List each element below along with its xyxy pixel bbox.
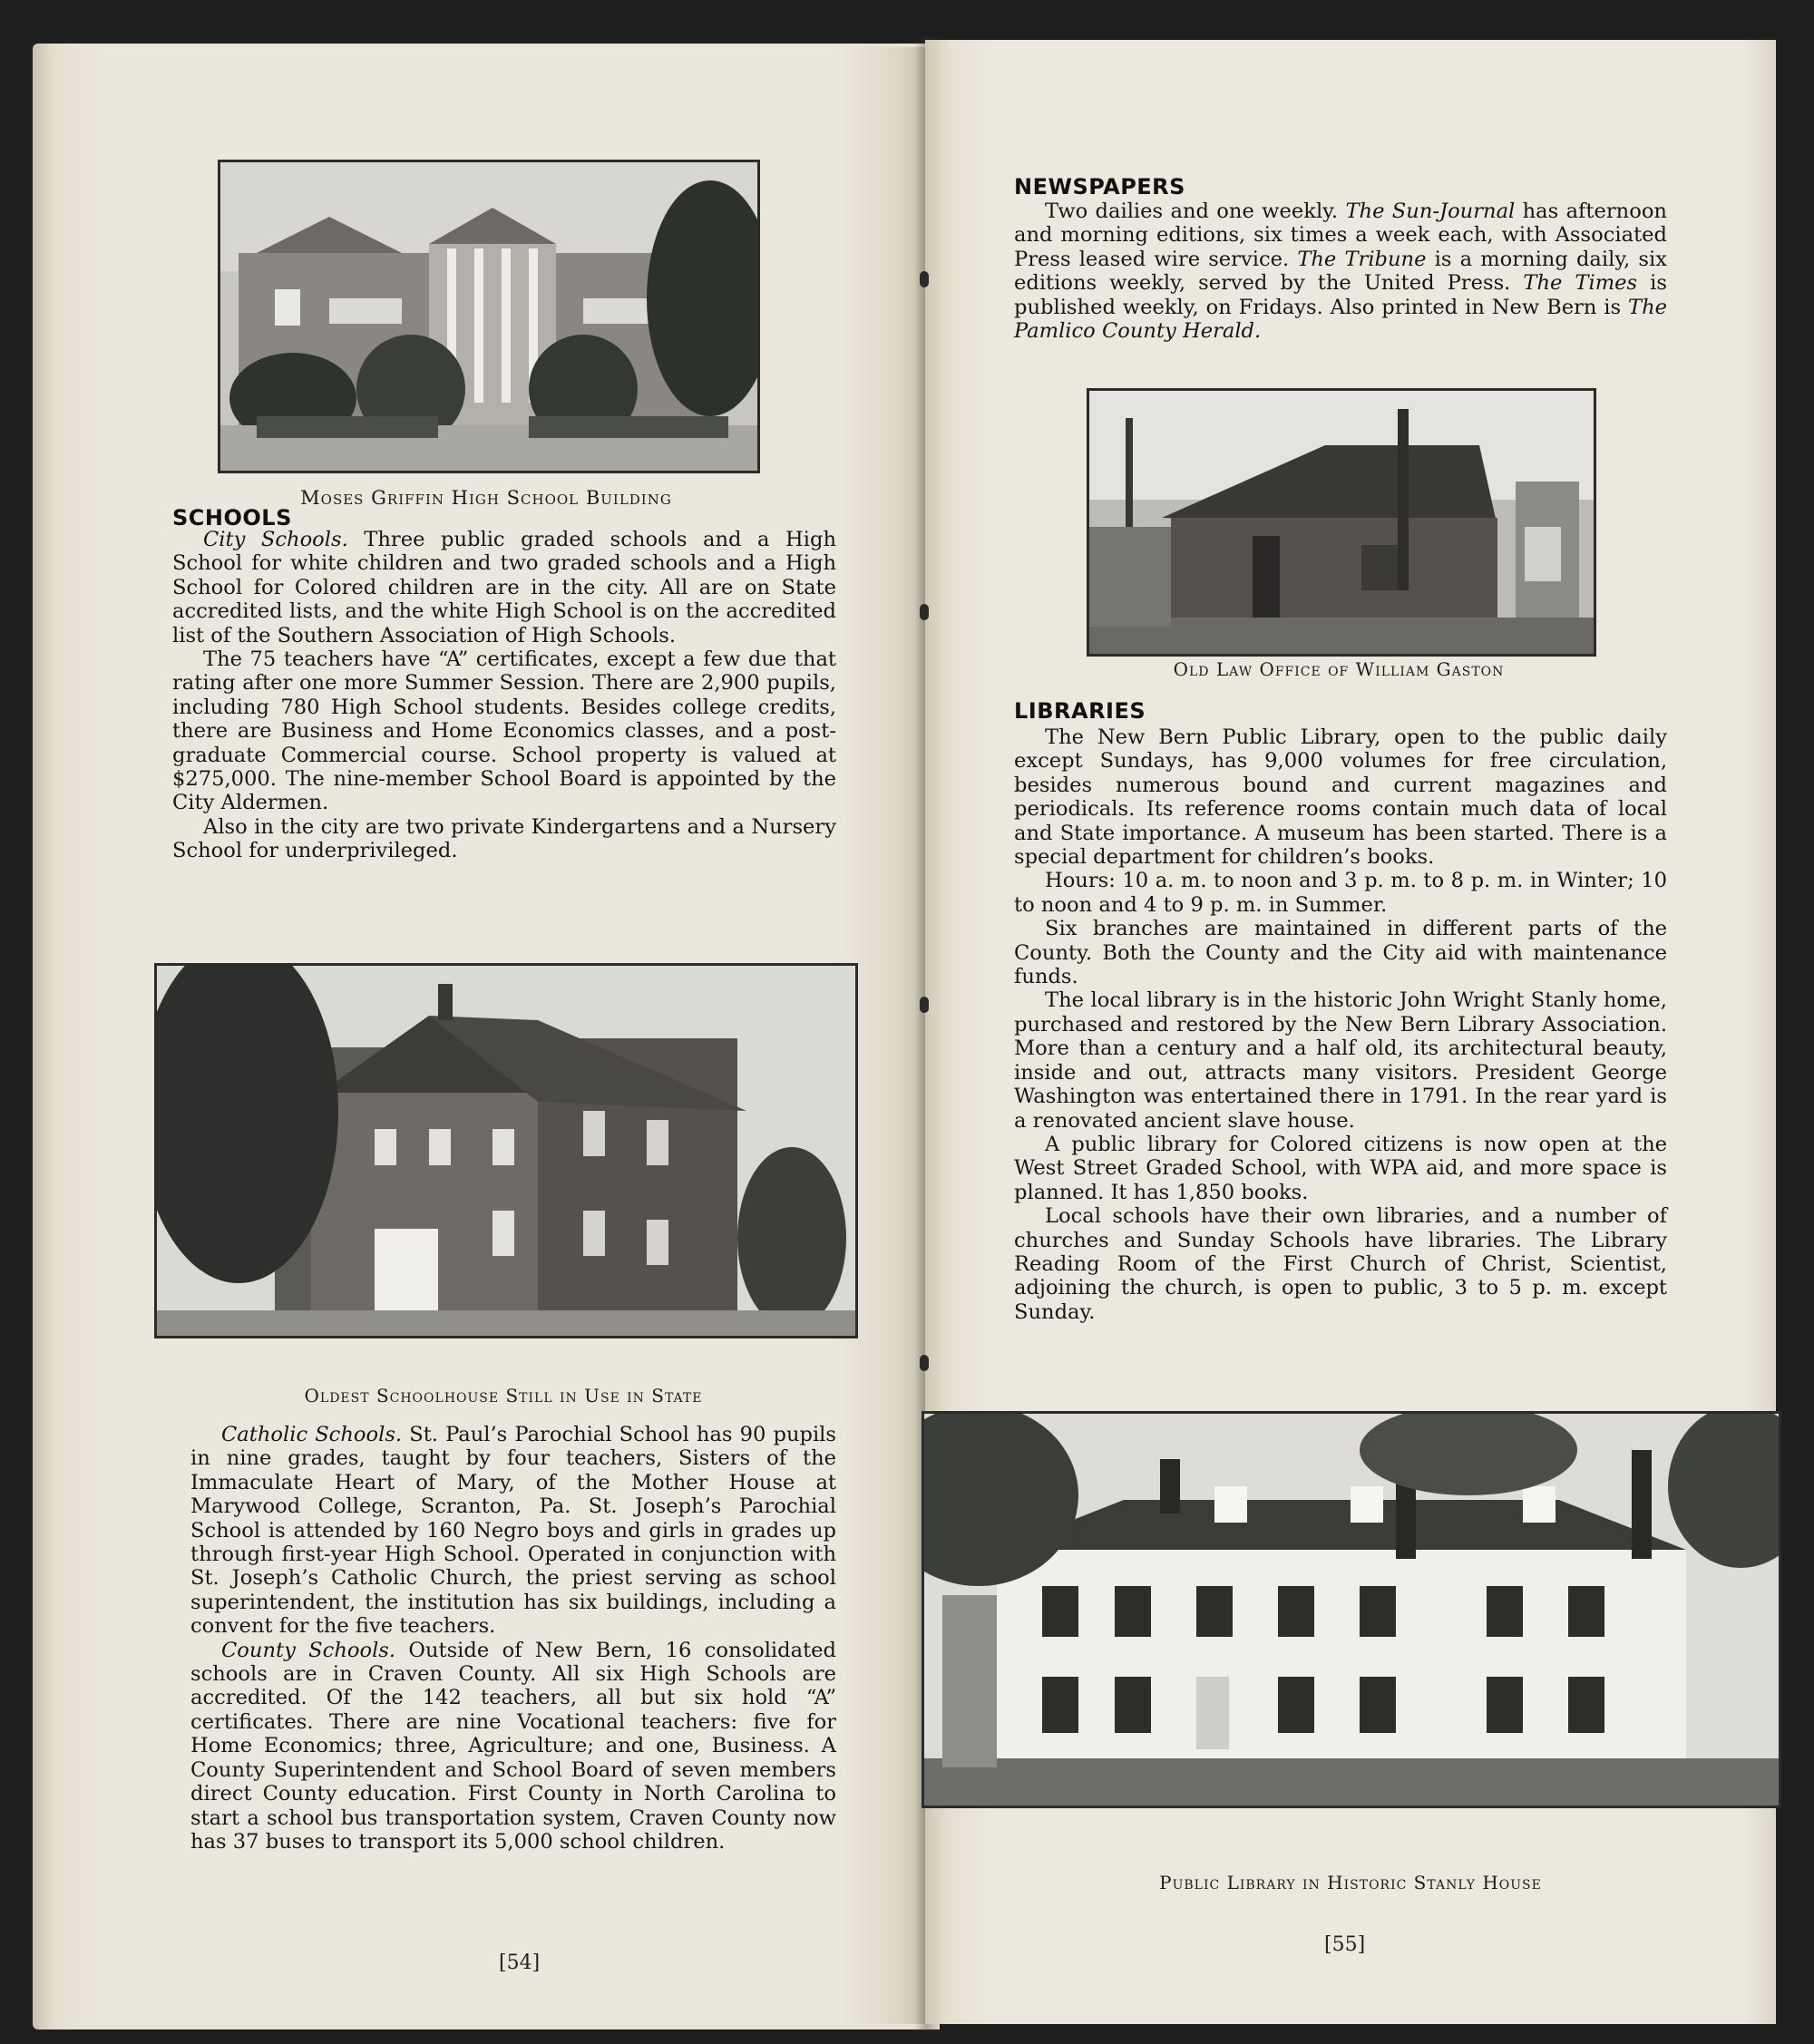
caption-stanly-house: Public Library in Historic Stanly House [1159, 1872, 1542, 1893]
kindergartens-paragraph: Also in the city are two private Kindergartens and a Nursery School for underprivileged. [172, 814, 836, 863]
newspapers-heading: NEWSPAPERS [1014, 174, 1185, 200]
newspapers-intro: Two dailies and one weekly. [1045, 200, 1346, 223]
library-branches-paragraph: Six branches are maintained in different parts of the County. Both the County and the City aid with maintenance funds. [1014, 917, 1667, 989]
caption-moses-griffin: Moses Griffin High School Building [300, 487, 672, 509]
library-overview-paragraph: The New Bern Public Library, open to the public daily except Sundays, has 9,000 volumes for free circulation, besides numerous bound and current magazines and periodicals. Its reference rooms contain much data of local and State importance. A museum has been started. There is a special department for children’s books. [1014, 725, 1667, 870]
binding-hole [920, 604, 929, 620]
city-schools-label: City Schools. [203, 528, 348, 551]
newspapers-paragraph [1014, 200, 1667, 343]
binding-hole [920, 997, 929, 1013]
binding-hole [920, 1355, 929, 1371]
times-title: The Times [1523, 271, 1638, 296]
colored-library-paragraph: A public library for Colored citizens is now open at the West Street Graded School, with WPA aid, and more space is planned. It has 1,850 books. [1014, 1132, 1667, 1204]
sun-journal-title: The Sun-Journal [1345, 200, 1516, 223]
catholic-schools-label: Catholic Schools. [221, 1423, 403, 1446]
page-number-left: [54] [499, 1952, 541, 1974]
photo-moses-griffin-school [218, 160, 760, 473]
newspapers-text [1014, 200, 1667, 343]
county-schools-label: County Schools. [221, 1638, 396, 1662]
photo-gaston-law-office [1087, 388, 1596, 657]
city-schools-text: Three public graded schools and a High School for white children and two graded schools and a High School for Colored children are in the city. All are on State accredited lists, and the white High School is on the accredited list of the Southern Association of High Schools. [172, 528, 836, 647]
caption-oldest-schoolhouse: Oldest Schoolhouse Still in Use in State [304, 1385, 703, 1406]
library-hours-paragraph: Hours: 10 a. m. to noon and 3 p. m. to 8 p. m. in Winter; 10 to noon and 4 to 9 p. m. in Summer. [1014, 869, 1667, 917]
schools-heading: SCHOOLS [172, 505, 292, 530]
school-church-libraries-paragraph: Local schools have their own libraries, and a number of churches and Sunday Schools have libraries. The Library Reading Room of the First Church of Christ, Scientist, adjoining the church, is open to public, 3 to 5 p. m. except Sunday. [1014, 1204, 1667, 1324]
catholic-county-text [190, 1423, 836, 1854]
county-schools-text: Outside of New Bern, 16 consolidated schools are in Craven County. All six High Schools are accredited. Of the 142 teachers, all but six hold “A” certificates. There are nine Vocational teachers: five for Home Economics; three, Agriculture; and one, Business. A County Superintendent and School Board of seven members direct County education. First County in North Carolina to start a school bus transportation system, Craven County now has 37 buses to transport its 5,000 school children. [190, 1638, 836, 1854]
teachers-paragraph: The 75 teachers have “A” certificates, except a few due that rating after one more Summer Session. There are 2,900 pupils, including 780 High School students. Besides college credits, there are Business and Home Economics classes, and a post-graduate Commercial course. School property is valued at $275,000. The nine-member School Board is appointed by the City Aldermen. [172, 647, 836, 815]
libraries-heading: LIBRARIES [1014, 698, 1146, 724]
photo-stanly-house [922, 1411, 1781, 1808]
library-stanly-home-paragraph: The local library is in the historic John Wright Stanly home, purchased and restored by the New Bern Library Association. More than a century and a half old, its architectural beauty, inside and out, attracts many visitors. President George Washington was entertained there in 1791. In the rear yard is a renovated ancient slave house. [1014, 988, 1667, 1133]
page-number-right: [55] [1324, 1933, 1366, 1956]
city-schools-paragraph [172, 528, 836, 647]
newspapers-tribune-text: is a morning daily, six editions weekly, served by the United Press. [1014, 247, 1667, 296]
tribune-title: The Tribune [1297, 247, 1427, 271]
catholic-schools-text: St. Paul’s Parochial School has 90 pupils in nine grades, taught by four teachers, Sisters of the Immaculate Heart of Mary, of the Mother House at Marywood College, Scranton, Pa. St. Joseph’s Parochial School is attended by 160 Negro boys and girls in grades up through first-year High School. Operated in conjunction with St. Joseph’s Catholic Church, the priest serving as school superintendent, the institution has six buildings, including a convent for the five teachers. [190, 1423, 837, 1639]
newspapers-sun-journal-text: has afternoon and morning editions, six times a week each, with Associated Press leased wire service. [1014, 200, 1667, 271]
right-page [925, 40, 1776, 2024]
schools-text [172, 528, 836, 863]
catholic-schools-paragraph [190, 1423, 836, 1639]
caption-gaston-law-office: Old Law Office of William Gaston [1173, 658, 1505, 680]
binding-hole [920, 271, 929, 287]
photo-oldest-schoolhouse [154, 963, 858, 1338]
libraries-text [1014, 725, 1667, 1324]
left-page [54, 47, 925, 2024]
pamlico-herald-title: The Pamlico County Herald. [1014, 295, 1667, 344]
newspapers-times-text: is published weekly, on Fridays. Also printed in New Bern is [1014, 271, 1667, 319]
county-schools-paragraph [190, 1639, 836, 1854]
